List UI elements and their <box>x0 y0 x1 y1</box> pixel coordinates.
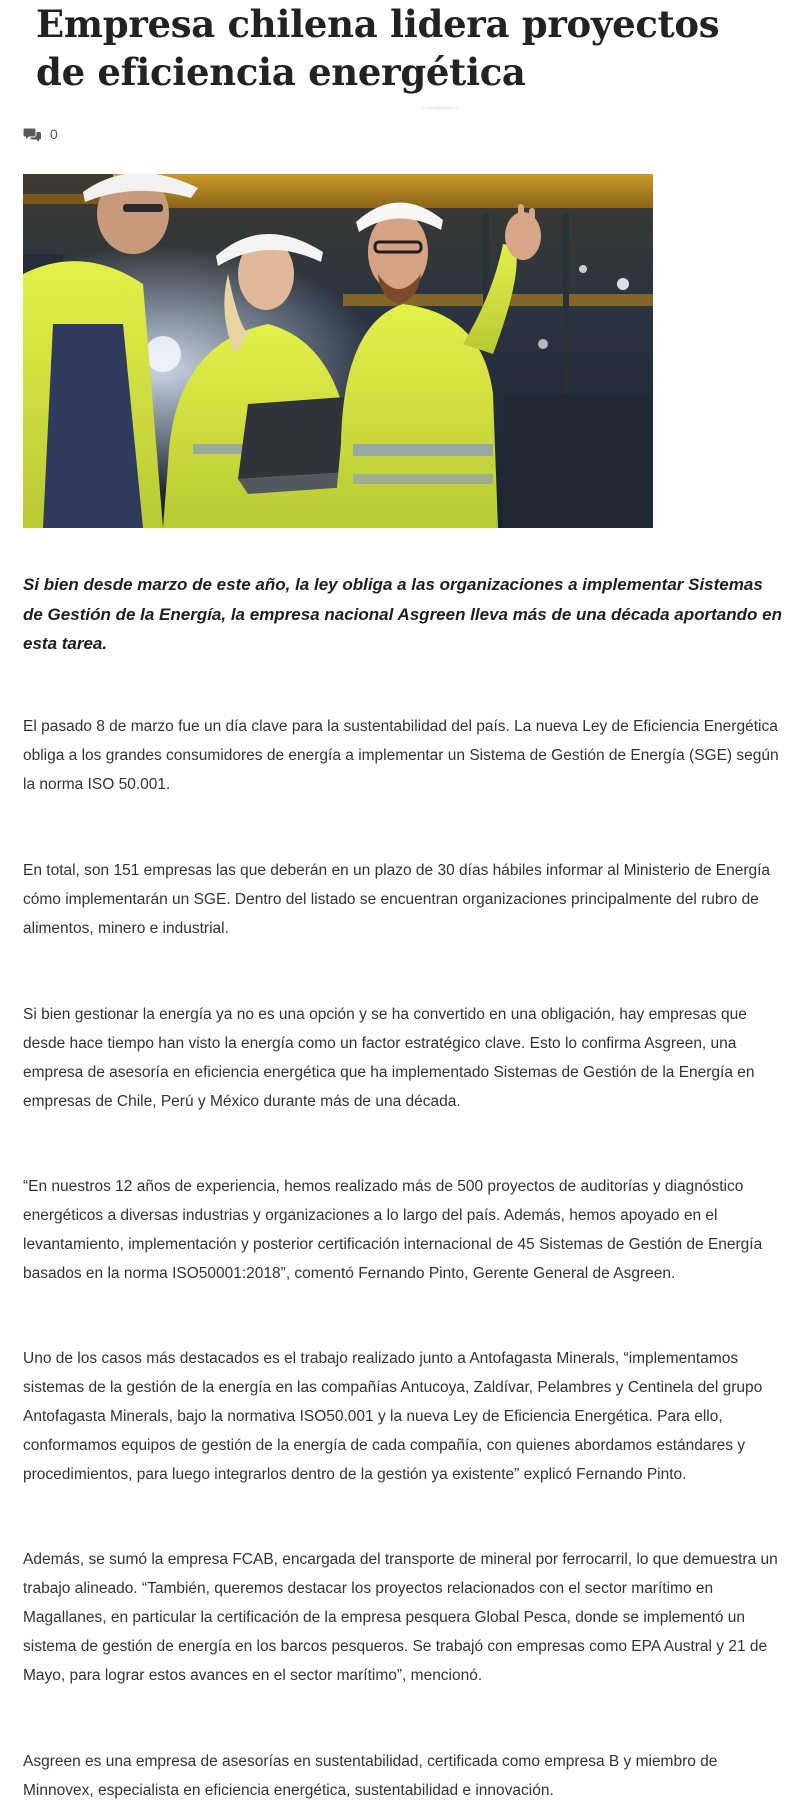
paragraph: En total, son 151 empresas las que deberán en un plazo de 30 días hábiles informar al Ministerio de Energía cómo implementarán un SGE. Dentro del listado se encuentran organizaciones principalmente del rubro de alimentos, minero e industrial. <box>23 862 771 937</box>
article-lead: Si bien desde marzo de este año, la ley obliga a las organizaciones a implementar Sistemas de Gestión de la Energía, la empresa nacional Asgreen lleva más de una década aportando en esta tarea. <box>23 575 782 653</box>
comments-count: 0 <box>50 126 58 142</box>
paragraph: “En nuestros 12 años de experiencia, hemos realizado más de 500 proyectos de auditorías y diagnóstico energéticos a diversas industrias y organizaciones a lo largo del país. Además, hemos apoyado en el levantamiento, implementación y posterior certificación internacional de 45 Sistemas de Gestión de Energía basados en la norma ISO50001:2018”, comentó Fernando Pinto, Gerente General de Asgreen. <box>23 1178 763 1282</box>
comments-icon <box>23 127 42 142</box>
paragraph: Asgreen es una empresa de asesorías en sustentabilidad, certificada como empresa B y miembro de Minnovex, especialista en eficiencia energética, sustentabilidad e innovación. <box>23 1753 718 1799</box>
paragraph: Si bien gestionar la energía ya no es una opción y se ha convertido en una obligación, hay empresas que desde hace tiempo han visto la energía como un factor estratégico clave. Esto lo confirma Asgreen, una empresa de asesoría en eficiencia energética que ha implementado Sistemas de Gestión de la Energía en empresas de Chile, Perú y México durante más de una década. <box>23 1006 755 1110</box>
article-title: Empresa chilena lidera proyectos de eficiencia energética <box>36 2 720 94</box>
paragraph: El pasado 8 de marzo fue un día clave para la sustentabilidad del país. La nueva Ley de Eficiencia Energética obliga a los grandes consumidores de energía a implementar un Sistema de Gestión de Energía (SGE) según la norma ISO 50.001. <box>23 718 779 793</box>
hero-image <box>23 174 653 528</box>
paragraph: Uno de los casos más destacados es el trabajo realizado junto a Antofagasta Minerals, “implementamos sistemas de la gestión de la energía en las compañías Antucoya, Zaldívar, Pelambres y Centinela del grupo Antofagasta Minerals, bajo la normativa ISO50.001 y la nueva Ley de Eficiencia Energética. Para ello, conformamos equipos de gestión de la energía de cada compañía, con quienes abordamos estándares y procedimientos, para luego integrarlos dentro de la gestión ya existente” explicó Fernando Pinto. <box>23 1350 763 1483</box>
title-divider <box>420 106 460 110</box>
paragraph: Además, se sumó la empresa FCAB, encargada del transporte de mineral por ferrocarril, lo que demuestra un trabajo alineado. “También, queremos destacar los proyectos relacionados con el sector marítimo en Magallanes, en particular la certificación de la empresa pesquera Global Pesca, donde se implementó un sistema de gestión de energía en los barcos pesqueros. Se trabajó con empresas como EPA Austral y 21 de Mayo, para lograr estos avances en el sector marítimo”, mencionó. <box>23 1551 778 1684</box>
comments-link[interactable] <box>23 123 58 145</box>
workers-photo <box>23 174 653 528</box>
